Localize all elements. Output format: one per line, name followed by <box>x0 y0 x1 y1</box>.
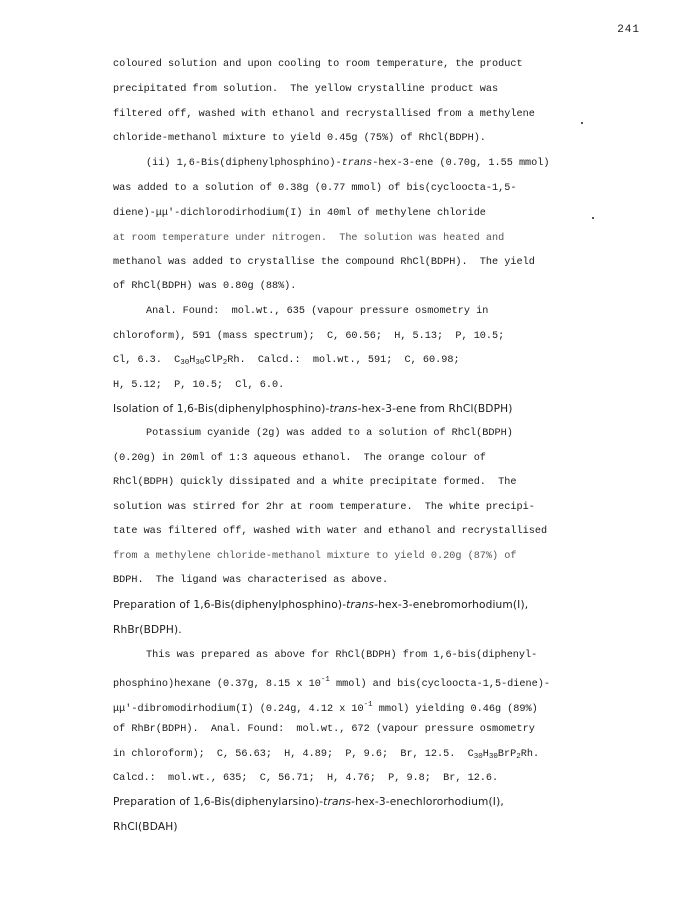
text-line <box>113 772 498 786</box>
text-line <box>113 83 498 97</box>
text-line <box>146 157 550 171</box>
text-segment: RhCl(BDPH) quickly dissipated and a white precipitate formed. The <box>113 477 517 488</box>
text-line <box>113 182 517 196</box>
section-heading <box>113 795 504 809</box>
text-line <box>113 698 538 717</box>
text-line <box>113 748 539 764</box>
text-line <box>146 649 537 663</box>
italic-text: trans <box>323 796 352 808</box>
subscript: 2 <box>516 753 521 761</box>
text-line <box>113 108 535 122</box>
text-segment: from a methylene chloride-methanol mixture to yield 0.20g (87%) of <box>113 551 517 562</box>
text-segment: chloride-methanol mixture to yield 0.45g (75%) of RhCl(BDPH). <box>113 133 486 144</box>
text-segment: methanol was added to crystallise the compound RhCl(BDPH). The yield <box>113 257 535 268</box>
text-segment: Preparation of 1,6-Bis(diphenylphosphino)- <box>113 599 347 611</box>
text-line <box>113 354 460 370</box>
italic-text: trans <box>341 158 373 169</box>
subscript: 30 <box>180 359 190 367</box>
text-segment: -hex-3-ene (0.70g, 1.55 mmol) <box>372 158 550 169</box>
text-segment: -hex-3-enechlororhodium(I), <box>351 796 504 808</box>
section-heading <box>113 623 182 637</box>
section-heading <box>113 820 178 834</box>
italic-text: trans <box>329 403 358 415</box>
text-segment: at room temperature under nitrogen. The solution was heated and <box>113 233 505 244</box>
text-segment: (0.20g) in 20ml of 1:3 aqueous ethanol. The orange colour of <box>113 453 486 464</box>
text-line <box>113 58 523 72</box>
text-line <box>113 232 504 246</box>
text-segment: RhBr(BDPH). <box>113 624 182 636</box>
text-segment: of RhBr(BDPH). Anal. Found: mol.wt., 672 (vapour pressure osmometry <box>113 724 535 735</box>
text-segment: (ii) 1,6-Bis(diphenylphosphino)- <box>146 158 342 169</box>
subscript: 30 <box>488 753 498 761</box>
text-line <box>113 673 550 692</box>
text-segment: Rh. <box>520 749 540 760</box>
text-segment: coloured solution and upon cooling to room temperature, the product <box>113 59 523 70</box>
text-segment: diene)-μμ'-dichlorodirhodium(I) in 40ml of methylene chloride <box>113 208 486 219</box>
text-segment: tate was filtered off, washed with water and ethanol and recrystallised <box>113 526 548 537</box>
text-segment: Calcd.: mol.wt., 635; C, 56.71; H, 4.76; P, 9.8; Br, 12.6. <box>113 773 499 784</box>
text-segment: Potassium cyanide (2g) was added to a solution of RhCl(BDPH) <box>146 428 513 439</box>
text-segment: RhCl(BDAH) <box>113 821 178 833</box>
text-segment: of RhCl(BDPH) was 0.80g (88%). <box>113 281 297 292</box>
text-line <box>113 574 388 588</box>
text-line <box>113 723 535 737</box>
subscript: 30 <box>473 753 483 761</box>
text-segment: Isolation of 1,6-Bis(diphenylphosphino)- <box>113 403 330 415</box>
scan-speck <box>581 122 583 124</box>
text-segment: Cl, 6.3. C <box>113 355 181 366</box>
text-segment: BDPH. The ligand was characterised as above. <box>113 575 389 586</box>
text-segment: Rh. Calcd.: mol.wt., 591; C, 60.98; <box>227 355 460 366</box>
text-line <box>146 427 513 441</box>
superscript: -1 <box>363 701 373 709</box>
text-segment: μμ'-dibromodirhodium(I) (0.24g, 4.12 x 10 <box>113 704 364 715</box>
text-segment: H <box>189 355 196 366</box>
text-line <box>113 550 517 564</box>
subscript: 30 <box>195 359 205 367</box>
text-segment: H <box>482 749 489 760</box>
text-segment: BrP <box>497 749 517 760</box>
text-segment: -hex-3-ene from RhCl(BDPH) <box>357 403 513 415</box>
italic-text: trans <box>346 599 375 611</box>
text-segment: mmol) yielding 0.46g (89%) <box>372 704 538 715</box>
text-segment: -hex-3-enebromorhodium(I), <box>374 599 529 611</box>
text-segment: Preparation of 1,6-Bis(diphenylarsino)- <box>113 796 324 808</box>
text-line <box>113 132 486 146</box>
text-line <box>113 207 486 221</box>
text-line <box>113 525 547 539</box>
text-line <box>113 330 504 344</box>
text-segment: H, 5.12; P, 10.5; Cl, 6.0. <box>113 380 285 391</box>
text-line <box>113 452 486 466</box>
text-segment: mmol) and bis(cycloocta-1,5-diene)- <box>329 679 550 690</box>
text-segment: ClP <box>204 355 223 366</box>
subscript: 2 <box>222 359 228 367</box>
text-segment: phosphino)hexane (0.37g, 8.15 x 10 <box>113 679 321 690</box>
text-line <box>113 256 535 270</box>
text-line <box>113 280 296 294</box>
text-segment: precipitated from solution. The yellow crystalline product was <box>113 84 499 95</box>
page-number: 241 <box>617 24 640 36</box>
text-segment: filtered off, washed with ethanol and recrystallised from a methylene <box>113 109 535 120</box>
text-segment: Anal. Found: mol.wt., 635 (vapour pressure osmometry in <box>146 306 489 317</box>
text-line <box>113 379 284 393</box>
superscript: -1 <box>320 676 330 684</box>
text-line <box>146 305 488 319</box>
scan-speck <box>592 217 594 219</box>
text-segment: chloroform), 591 (mass spectrum); C, 60.56; H, 5.13; P, 10.5; <box>113 331 505 342</box>
text-segment: was added to a solution of 0.38g (0.77 mmol) of bis(cycloocta-1,5- <box>113 183 517 194</box>
text-segment: This was prepared as above for RhCl(BDPH) from 1,6-bis(diphenyl- <box>146 650 538 661</box>
section-heading <box>113 598 528 612</box>
text-line <box>113 501 535 515</box>
text-segment: solution was stirred for 2hr at room temperature. The white precipi- <box>113 502 535 513</box>
text-segment: in chloroform); C, 56.63; H, 4.89; P, 9.6; Br, 12.5. C <box>113 749 474 760</box>
text-line <box>113 476 517 490</box>
section-heading <box>113 402 513 416</box>
